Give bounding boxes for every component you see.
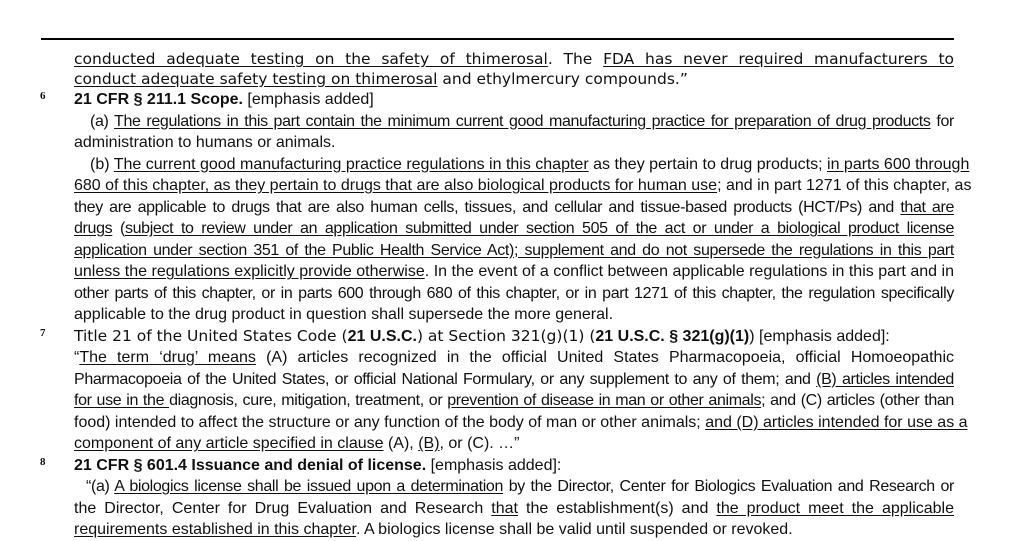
footnotes-section (40, 49, 972, 541)
underlined-text: requirements established in this chapter (74, 521, 356, 538)
text-segment: (A), (383, 435, 419, 452)
footnote-heading (74, 89, 954, 111)
footnote-line (74, 390, 954, 412)
text-segment: Pharmacopoeia of the United States, or official National Formulary, or any supplement to any of them; and (74, 370, 817, 388)
underlined-text: for use in the (74, 392, 170, 409)
footnote-number: 6 (40, 90, 46, 102)
text-segment: ) [emphasis added]: (749, 327, 890, 345)
footnote-line (74, 261, 954, 283)
underlined-text: (B) articles intended (816, 370, 954, 388)
underlined-text: 680 of this chapter, as they pertain to drugs that are also biological products for human use (74, 177, 718, 194)
footnote-separator-rule (41, 38, 954, 40)
footnote-line (74, 347, 954, 369)
footnote-continuation (74, 49, 954, 89)
underlined-text: conducted adequate testing on the safety of thimerosal (74, 50, 548, 68)
footnote-line (74, 283, 954, 305)
text-segment: ( (112, 220, 125, 237)
text-segment: [emphasis added] (242, 91, 374, 108)
bold-text: 21 U.S.C. (347, 327, 417, 345)
text-segment: . The (547, 50, 604, 68)
text-segment: “ (74, 349, 80, 366)
footnote-number: 7 (40, 326, 46, 339)
text-segment: (A) articles recognized in the official United States Pharmacopoeia, official Homoeopathic (255, 349, 955, 366)
footnote-heading (74, 326, 954, 348)
text-segment: . In the event of a conflict between applicable regulations in this part and in (424, 263, 955, 280)
text-segment: diagnosis, cure, mitigation, treatment, or (169, 392, 448, 409)
underlined-text: The regulations in this part contain the minimum current good manufacturing practice for preparation of drug products (114, 112, 931, 130)
text-segment: , or (C). …” (439, 435, 520, 452)
footnote-line (74, 519, 954, 541)
underlined-text: drugs (74, 220, 113, 237)
text-segment: . A biologics license shall be valid until suspended or revoked. (355, 521, 793, 538)
bold-text: 21 U.S.C. § 321(g)(1) (595, 327, 750, 345)
footnote-line (74, 175, 972, 197)
underlined-text: (B) (418, 435, 440, 452)
bold-text: 21 CFR § 601.4 Issuance and denial of license. (74, 456, 427, 474)
footnote-line (74, 218, 954, 240)
footnote-line (74, 69, 954, 89)
footnote-line (74, 433, 954, 455)
text-segment: and ethylmercury compounds.” (437, 70, 688, 88)
footnote-line (74, 476, 954, 498)
footnote-heading (74, 455, 954, 477)
footnote-line (74, 111, 954, 133)
text-segment: [emphasis added]: (426, 456, 562, 474)
underlined-text: application under section 351 of the Public Health Service Act); supplement and do not supersede the regulations in this part (74, 241, 954, 259)
footnote-line (74, 412, 968, 434)
text-segment: the Director, Center for Drug Evaluation and Research (74, 499, 492, 517)
footnote-line (74, 197, 954, 219)
underlined-text: in parts 600 through (827, 155, 970, 173)
text-segment: the establishment(s) and (517, 499, 717, 517)
underlined-text: FDA has never required manufacturers to (603, 50, 954, 68)
underlined-text: A biologics license shall be issued upon a determination (114, 478, 504, 495)
text-segment: food) intended to affect the structure or any function of the body of man or other animals; (74, 413, 706, 431)
underlined-text: The current good manufacturing practice regulations in this chapter (113, 155, 589, 173)
underlined-text: component of any article specified in clause (74, 435, 384, 452)
footnote-6 (40, 89, 972, 326)
footnote-line (74, 49, 954, 69)
footnote-8 (40, 455, 954, 541)
footnote-line (74, 369, 954, 391)
footnote-line (74, 498, 954, 520)
text-segment: ) at Section 321(g)(1) ( (416, 326, 596, 345)
footnote-line (74, 154, 970, 176)
bold-text: 21 CFR § 211.1 Scope. (74, 91, 243, 108)
footnote-7 (40, 326, 968, 455)
underlined-text: The term ‘drug’ means (79, 349, 256, 366)
footnote-line (74, 132, 954, 154)
text-segment: they are applicable to drugs that are also human cells, tissues, and cellular and tissue-based products (HCT/Ps) and (74, 198, 901, 216)
text-segment: other parts of this chapter, or in parts 600 through 680 of this chapter, or in part 1271 of this chapter, the regulation specifically (74, 284, 954, 302)
underlined-text: unless the regulations explicitly provide otherwise (74, 263, 425, 280)
text-segment: (a) (90, 112, 115, 130)
footnote-line (74, 304, 954, 326)
text-segment: applicable to the drug product in question shall supersede the more general. (74, 306, 614, 323)
text-segment: Title 21 of the United States Code ( (74, 326, 348, 345)
text-segment: for (930, 112, 955, 130)
text-segment: “(a) (86, 478, 115, 495)
underlined-text: that are (900, 198, 955, 216)
underlined-text: prevention of disease in man or other animals (447, 392, 762, 409)
text-segment: by the Director, Center for Biologics Evaluation and Research or (503, 478, 954, 495)
text-segment: (b) (90, 155, 114, 173)
underlined-text: that (491, 499, 518, 517)
underlined-text: conduct adequate safety testing on thimerosal (74, 70, 438, 88)
underlined-text: subject to review under an application submitted under section 505 of the act or under a biological product license (124, 220, 954, 237)
footnote-number: 8 (40, 455, 46, 468)
text-segment: administration to humans or animals. (74, 134, 336, 151)
text-segment: as they pertain to drug products; (588, 155, 828, 173)
underlined-text: the product meet the applicable (716, 499, 954, 517)
text-segment: ; and (C) articles (other than (761, 392, 954, 409)
text-segment: ; and in part 1271 of this chapter, as (717, 177, 972, 194)
footnote-line (74, 240, 954, 262)
underlined-text: and (D) articles intended for use as a (705, 413, 968, 431)
